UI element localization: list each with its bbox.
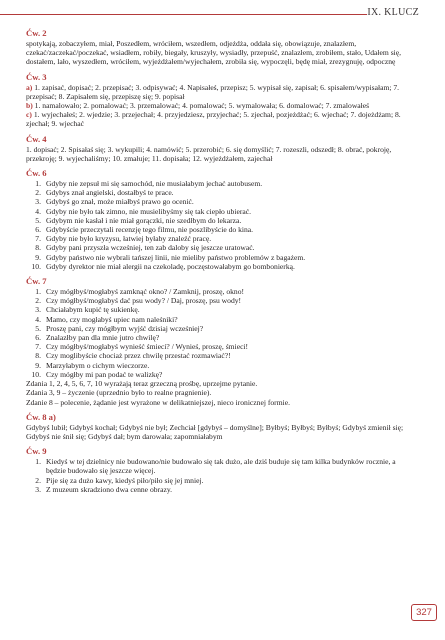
exercise-8 (26, 412, 414, 441)
exercise-answer: Gdybyś lubił; Gdybyś kochał; Gdybyś nie był; Zechciał [gdybyś – domyślne]; Byłbyś; Byłbyś; Byłbyś; Gdybyś zmienił się; Gdybyś nie śnił się; Gdybyś dał; bym darowała; zapomniałabym (26, 422, 404, 441)
exercise-answer: spotykają, zobaczyłem, miał, Poszedłem, wróciłem, wszedłem, odjeżdża, oddała się, obowiązuje, znalazłem, czekać/zaczekać/poczekać, wsiadłem, robiły, biegały, kruszyły, wysiadły, przepuść, znalazłem, zrobiłem, stało, Udałem się, dostałem, lało, wyszedłem, wróciłem, wyjeżdżałem/wyjechałem, zrobiła się, wypoczęli, będę miał, zrezygnuję, odpocznę (26, 39, 402, 67)
item-text: Kiedyś w tej dzielnicy nie budowano/nie budowało się tak dużo, ale dziś buduje się tam kilka budynków rocznie, a będzie budowało się jeszcze więcej. (46, 457, 396, 476)
list-item (26, 485, 414, 494)
item-text: Gdyby pani przyszła wcześniej, ten zab daloby się jeszcze uratować. (46, 243, 255, 253)
item-number: 1. (35, 179, 41, 189)
item-text: Czy mógłbyś/mogłabyś wynieść śmieci? / Wynieś, proszę, śmieci! (46, 342, 249, 352)
item-number: 10. (31, 369, 41, 379)
part-answer: 1. wyjechałeś; 2. wjedzie; 3. przejechał; 4. przyjedziesz, przyjechać; 5. zjechał, pozjeżdżać; 6. wjechać; 7. dojeżdżam; 8. zjechał; 9. wjechać (26, 110, 401, 129)
list-item (26, 305, 414, 314)
item-number: 6. (35, 333, 41, 343)
item-number: 6. (35, 225, 41, 235)
exercise-title: Ćw. 8 a) (26, 411, 56, 422)
item-text: Gdyby nie zepsuł mi się samochód, nie musiałabym jechać autobusem. (46, 179, 263, 189)
part-a (26, 83, 414, 101)
part-label: b) (26, 101, 33, 111)
item-number: 5. (35, 215, 41, 225)
item-text: Gdyby nie było kryzysu, łatwiej byłaby znaleźć pracę. (46, 234, 212, 244)
item-text: Marzyłabym o cichym wieczorze. (46, 360, 150, 370)
item-text: Pije się za dużo kawy, kiedyś piło/piło się jej mniej. (46, 475, 204, 485)
item-number: 9. (35, 252, 41, 262)
item-number: 3. (35, 305, 41, 315)
item-number: 2. (35, 475, 41, 485)
list-item (26, 361, 414, 370)
part-answer: 1. namalowało; 2. pomalować; 3. przemalować; 4. pomalować; 5. wymalowała; 6. domalować; 7. zmalowałeś (34, 101, 370, 111)
list-item (26, 476, 414, 485)
exercise-7 (26, 276, 414, 407)
list-item (26, 234, 414, 243)
exercise-9 (26, 446, 414, 494)
item-number: 7. (35, 234, 41, 244)
answer-list (26, 287, 414, 379)
list-item (26, 324, 414, 333)
item-number: 8. (35, 243, 41, 253)
list-item (26, 333, 414, 342)
item-text: Czy mógłbyś/mogłabyś zamknąć okno? / Zamknij, proszę, okno! (46, 287, 245, 297)
page-header (0, 0, 445, 24)
item-text: Gdybyście przeczytali recenzję tego filmu, nie poszlibyście do kina. (46, 225, 254, 235)
answer-list (26, 457, 414, 494)
exercise-title: Ćw. 7 (26, 276, 47, 287)
exercise-3 (26, 72, 414, 129)
note: Zdanie 8 – polecenie, żądanie jest wyrażone w delikatniejszej, nieco ironicznej formie. (26, 397, 290, 407)
list-item (26, 225, 414, 234)
item-number: 5. (35, 323, 41, 333)
item-text: Gdybyś go znał, może miałbyś prawo go ocenić. (46, 197, 194, 207)
exercise-title: Ćw. 9 (26, 446, 47, 457)
exercise-2 (26, 28, 414, 67)
item-number: 8. (35, 351, 41, 361)
exercise-title: Ćw. 6 (26, 168, 47, 179)
item-text: Czy moglibyście chociaż przez chwilę przestać rozmawiać?! (46, 351, 231, 361)
list-item (26, 457, 414, 475)
list-item (26, 315, 414, 324)
list-item (26, 179, 414, 188)
list-item (26, 296, 414, 305)
note: Zdania 1, 2, 4, 5, 6, 7, 10 wyrażają teraz grzeczną prośbę, uprzejme pytanie. (26, 379, 258, 389)
item-text: Gdybym nie kasłał i nie miał gorączki, nie szedłbym do lekarza. (46, 215, 242, 225)
answer-key-content (26, 28, 414, 494)
list-item (26, 370, 414, 379)
item-number: 1. (35, 457, 41, 467)
item-text: Gdyby państwo nie wybrali tańszej linii, nie mieliby państwo problemów z bagażem. (46, 252, 306, 262)
item-number: 1. (35, 287, 41, 297)
answer-list (26, 179, 414, 271)
exercise-title: Ćw. 3 (26, 71, 47, 82)
list-item (26, 287, 414, 296)
exercise-answer: 1. dopisać; 2. Spisałaś się; 3. wykupili; 4. namówić; 5. przerobić; 6. się domyślić; 7. rozeszli, odszedł; 8. obrać, pokroję, przekroję; 9. wyjechaliśmy; 10. zmałuje; 11. dopisała; 12. wyjeżdżałem, zajechał (26, 144, 392, 163)
item-number: 4. (35, 206, 41, 216)
note: Zdania 3, 9 – życzenie (uprzednio było to realne pragnienie). (26, 388, 212, 398)
item-text: Gdyby dyrektor nie miał alergii na czekoladę, poczęstowałabym go bombonierką. (46, 261, 295, 271)
item-text: Proszę pani, czy mógłbym wyjść dzisiaj wcześniej? (46, 323, 204, 333)
chapter-title: IX. KLUCZ (367, 7, 419, 18)
list-item (26, 243, 414, 252)
list-item (26, 262, 414, 271)
part-b (26, 101, 414, 110)
list-item (26, 197, 414, 206)
exercise-4 (26, 134, 414, 163)
item-number: 3. (35, 197, 41, 207)
list-item (26, 207, 414, 216)
exercise-title: Ćw. 2 (26, 28, 47, 38)
exercise-title: Ćw. 4 (26, 133, 47, 144)
list-item (26, 351, 414, 360)
exercise-6 (26, 168, 414, 271)
list-item (26, 253, 414, 262)
item-number: 2. (35, 188, 41, 198)
item-number: 4. (35, 314, 41, 324)
item-number: 9. (35, 360, 41, 370)
list-item (26, 216, 414, 225)
list-item (26, 342, 414, 351)
part-label: a) (26, 82, 33, 92)
part-c (26, 110, 414, 128)
part-answer: 1. zapisać, dopisać; 2. przepisać; 3. odpisywać; 4. Napisałeś, przepisz; 5. wypisał się, zapisał; 6. spisałem/wypisałam; 7. przepisać; 8. Zapisałem się, przepiszę się; 9. popisał (26, 82, 400, 101)
item-text: Mamo, czy mogłabyś upiec nam naleśniki? (46, 314, 178, 324)
item-text: Czy mógłbyś/mogłabyś dać psu wody? / Daj, proszę, psu wody! (46, 296, 242, 306)
item-text: Znalazłby pan dla mnie jutro chwilę? (46, 333, 160, 343)
item-text: Z muzeum skradziono dwa cenne obrazy. (46, 484, 173, 494)
item-text: Gdybys znał angielski, dostałbyś te prace. (46, 188, 174, 198)
item-number: 7. (35, 342, 41, 352)
header-rule (0, 14, 367, 15)
item-text: Chciałabym kupić tę sukienkę. (46, 305, 140, 315)
page-number: 327 (411, 604, 437, 621)
part-label: c) (26, 110, 32, 120)
item-number: 2. (35, 296, 41, 306)
list-item (26, 188, 414, 197)
item-text: Gdyby nie było tak zimno, nie musielibyśmy się tak ciepło ubierać. (46, 206, 251, 216)
item-number: 3. (35, 484, 41, 494)
item-text: Czy mógłby mi pan podać te walizkę? (46, 369, 163, 379)
item-number: 10. (31, 261, 41, 271)
